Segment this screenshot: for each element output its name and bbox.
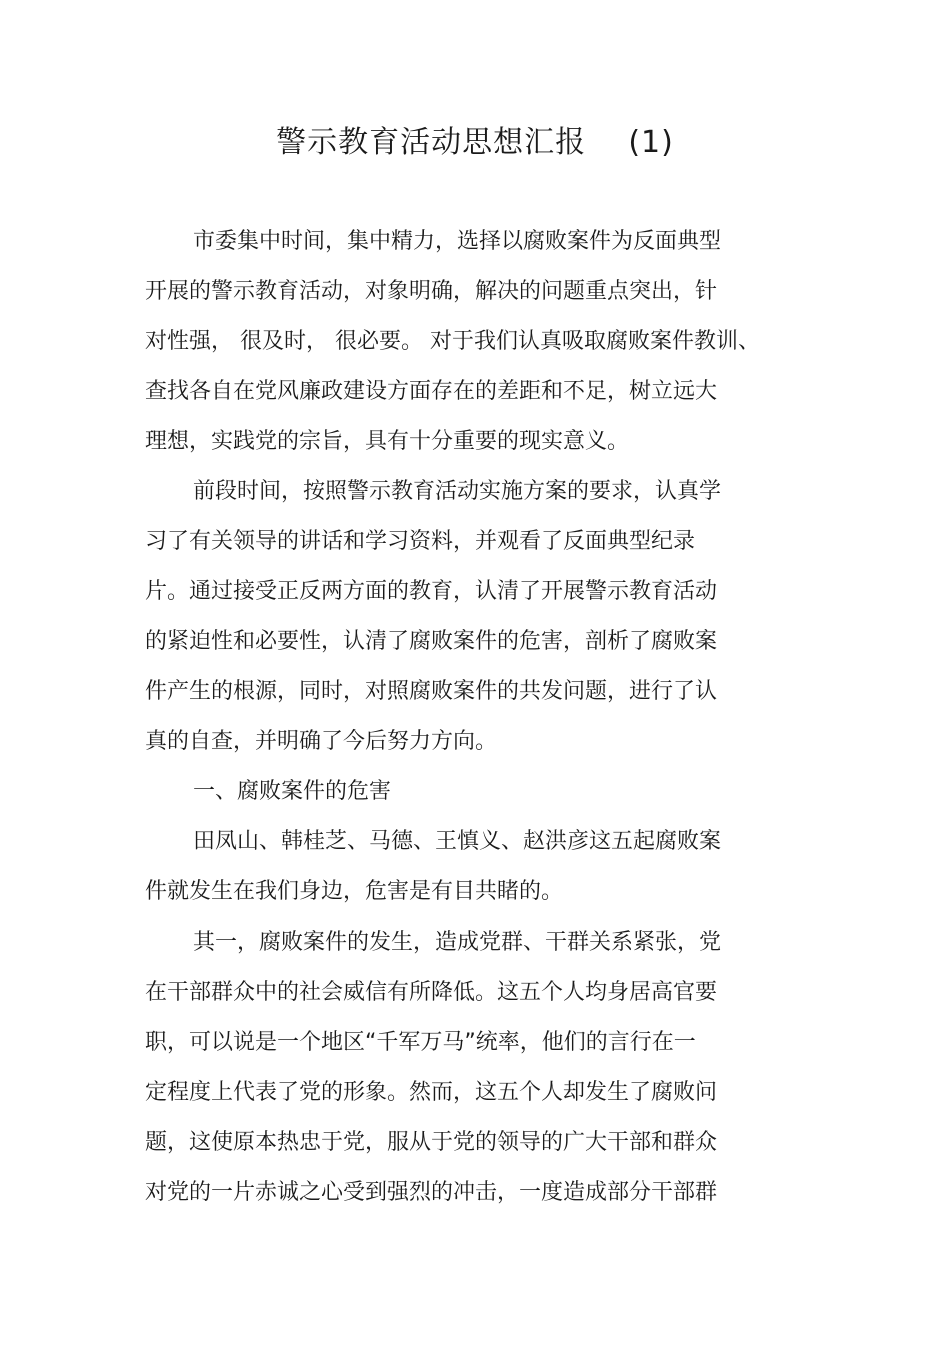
text-line: 定程度上代表了党的形象。然而，这五个人却发生了腐败问 (145, 1080, 718, 1105)
text-line: 前段时间，按照警示教育活动实施方案的要求，认真学 (193, 479, 722, 504)
text-line: 理想，实践党的宗旨，具有十分重要的现实意义。 (145, 429, 630, 454)
text-line: 的紧迫性和必要性，认清了腐败案件的危害，剖析了腐败案 (145, 629, 718, 654)
section-heading: 一、腐败案件的危害 (193, 779, 392, 804)
text-line: 真的自查，并明确了今后努力方向。 (145, 729, 498, 754)
text-line: 市委集中时间，集中精力，选择以腐败案件为反面典型 (193, 229, 722, 254)
document-title: 警示教育活动思想汇报 (1) (276, 125, 674, 160)
text-line: 开展的警示教育活动，对象明确，解决的问题重点突出，针 (145, 279, 718, 304)
text-line: 件就发生在我们身边，危害是有目共睹的。 (145, 879, 564, 904)
text-line: 对党的一片赤诚之心受到强烈的冲击，一度造成部分干部群 (145, 1180, 718, 1205)
text-line: 对性强， 很及时， 很必要。 对于我们认真吸取腐败案件教训、 (145, 329, 760, 354)
text-line: 片。通过接受正反两方面的教育，认清了开展警示教育活动 (145, 579, 718, 604)
text-line: 在干部群众中的社会威信有所降低。这五个人均身居高官要 (145, 980, 718, 1005)
text-line: 件产生的根源，同时，对照腐败案件的共发问题，进行了认 (145, 679, 718, 704)
text-line: 习了有关领导的讲话和学习资料，并观看了反面典型纪录 (145, 529, 696, 554)
text-line: 题，这使原本热忠于党，服从于党的领导的广大干部和群众 (145, 1130, 718, 1155)
text-line: 职，可以说是一个地区“千军万马”统率，他们的言行在一 (145, 1030, 696, 1055)
text-line: 田凤山、韩桂芝、马德、王慎义、赵洪彦这五起腐败案 (193, 829, 722, 854)
text-line: 其一，腐败案件的发生，造成党群、干群关系紧张，党 (193, 930, 722, 955)
text-line: 查找各自在党风廉政建设方面存在的差距和不足，树立远大 (145, 379, 718, 404)
